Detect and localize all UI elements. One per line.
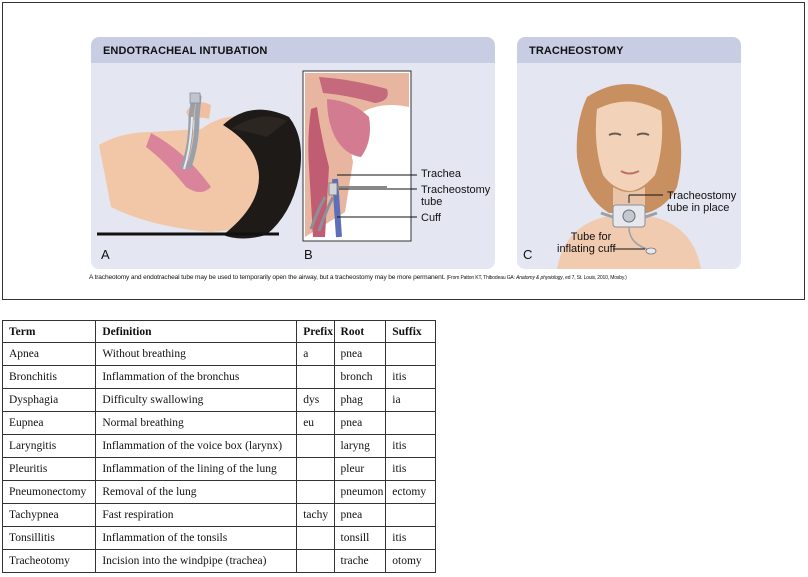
cell-term: Tonsillitis	[3, 527, 96, 550]
cell-definition: Normal breathing	[96, 412, 297, 435]
cell-root: pnea	[334, 343, 386, 366]
cell-suffix: itis	[386, 527, 436, 550]
cell-term: Apnea	[3, 343, 96, 366]
cell-definition: Fast respiration	[96, 504, 297, 527]
cell-root: pneumon	[334, 481, 386, 504]
cell-term: Bronchitis	[3, 366, 96, 389]
table-row	[3, 389, 436, 412]
cell-suffix	[386, 412, 436, 435]
header-definition: Definition	[96, 321, 297, 343]
figure-caption	[89, 274, 749, 281]
medical-terms-table	[2, 320, 436, 573]
cell-root: tonsill	[334, 527, 386, 550]
credit-title: Anatomy & physiology	[516, 275, 563, 281]
header-prefix: Prefix	[297, 321, 334, 343]
cell-definition: Inflammation of the tonsils	[96, 527, 297, 550]
table-body	[3, 343, 436, 573]
cell-suffix: ia	[386, 389, 436, 412]
cell-root: bronch	[334, 366, 386, 389]
cell-term: Pleuritis	[3, 458, 96, 481]
caption-credit	[447, 275, 627, 281]
cell-prefix: eu	[297, 412, 334, 435]
table-row	[3, 550, 436, 573]
endotracheal-panel-title: ENDOTRACHEAL INTUBATION	[91, 37, 495, 63]
header-term: Term	[3, 321, 96, 343]
table-row	[3, 504, 436, 527]
cell-suffix: ectomy	[386, 481, 436, 504]
cell-root: trache	[334, 550, 386, 573]
cell-definition: Difficulty swallowing	[96, 389, 297, 412]
cell-suffix: itis	[386, 435, 436, 458]
endotracheal-panel	[91, 37, 495, 269]
cell-prefix: dys	[297, 389, 334, 412]
callout-tracheostomy-tube-line1: Tracheostomy	[421, 184, 491, 196]
table-row	[3, 412, 436, 435]
table-row	[3, 366, 436, 389]
header-root: Root	[334, 321, 386, 343]
image-label-b: B	[304, 247, 313, 262]
caption-text: A tracheotomy and endotracheal tube may be used to temporarily open the airway, but a tracheostomy may be more permanent.	[89, 274, 445, 281]
cell-definition: Without breathing	[96, 343, 297, 366]
tracheostomy-panel	[517, 37, 741, 269]
callout-inflating-cuff-line2: inflating cuff	[557, 243, 616, 255]
cell-term: Laryngitis	[3, 435, 96, 458]
credit-suffix: , ed 7, St. Louis, 2010, Mosby.)	[562, 275, 627, 281]
intubation-illustration	[91, 37, 495, 269]
callout-tracheostomy-tube-line2: tube	[421, 196, 443, 208]
cell-prefix	[297, 527, 334, 550]
cell-suffix	[386, 504, 436, 527]
tracheostomy-illustration	[517, 37, 741, 269]
cell-root: phag	[334, 389, 386, 412]
figure-frame	[2, 2, 805, 300]
cell-definition: Inflammation of the lining of the lung	[96, 458, 297, 481]
tracheostomy-panel-title: TRACHEOSTOMY	[517, 37, 741, 63]
sagittal-section-b	[303, 71, 411, 241]
cell-prefix	[297, 366, 334, 389]
cell-term: Eupnea	[3, 412, 96, 435]
cell-root: pnea	[334, 412, 386, 435]
cell-prefix	[297, 435, 334, 458]
callout-tube-in-place-line2: tube in place	[667, 202, 730, 214]
callout-trachea: Trachea	[421, 168, 461, 180]
intubation-head-a	[97, 93, 301, 239]
cell-definition: Removal of the lung	[96, 481, 297, 504]
cell-prefix	[297, 550, 334, 573]
cell-definition: Inflammation of the voice box (larynx)	[96, 435, 297, 458]
callout-inflating-cuff-line1: Tube for	[570, 231, 612, 243]
cell-suffix: otomy	[386, 550, 436, 573]
cell-term: Pneumonectomy	[3, 481, 96, 504]
cell-term: Tracheotomy	[3, 550, 96, 573]
cell-suffix	[386, 343, 436, 366]
table-row	[3, 458, 436, 481]
table-row	[3, 527, 436, 550]
cell-root: pleur	[334, 458, 386, 481]
cell-suffix: itis	[386, 458, 436, 481]
image-label-c: C	[523, 247, 533, 262]
cell-definition: Incision into the windpipe (trachea)	[96, 550, 297, 573]
cell-root: pnea	[334, 504, 386, 527]
cell-definition: Inflammation of the bronchus	[96, 366, 297, 389]
cell-prefix	[297, 458, 334, 481]
cell-suffix: itis	[386, 366, 436, 389]
credit-prefix: (From Patton KT, Thibodeau GA:	[446, 275, 517, 281]
table-header-row	[3, 321, 436, 343]
cell-prefix	[297, 481, 334, 504]
table-row	[3, 435, 436, 458]
callout-cuff: Cuff	[421, 212, 441, 224]
cell-root: laryng	[334, 435, 386, 458]
header-suffix: Suffix	[386, 321, 436, 343]
cell-term: Tachypnea	[3, 504, 96, 527]
cell-prefix: a	[297, 343, 334, 366]
callout-tube-in-place-line1: Tracheostomy	[667, 190, 737, 202]
image-label-a: A	[101, 247, 110, 262]
cell-term: Dysphagia	[3, 389, 96, 412]
table-row	[3, 481, 436, 504]
table-row	[3, 343, 436, 366]
cell-prefix: tachy	[297, 504, 334, 527]
